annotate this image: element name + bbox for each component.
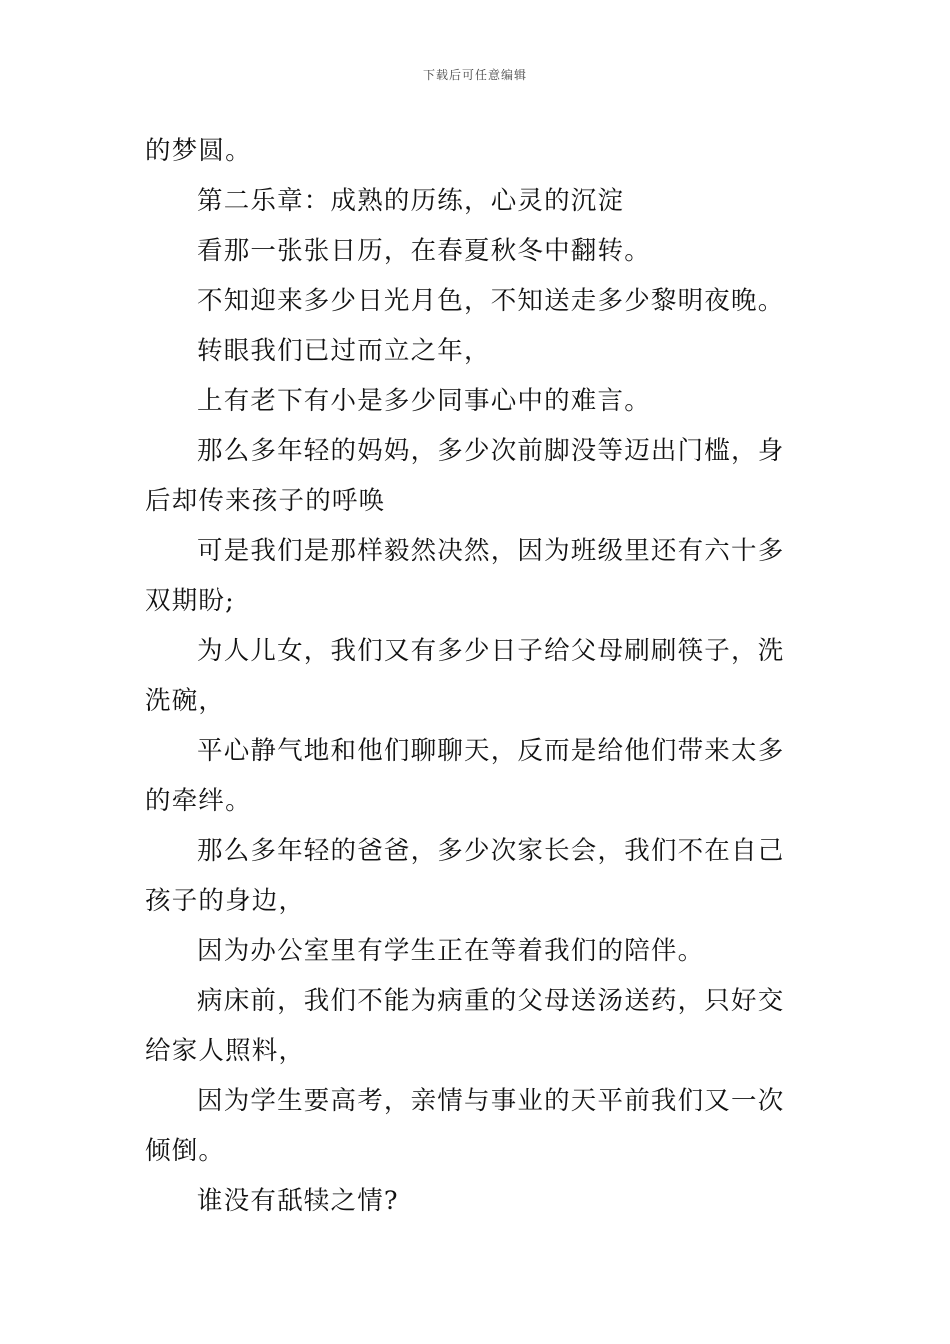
- paragraph-8: 可是我们是那样毅然决然，因为班级里还有六十多双期盼;: [145, 536, 785, 616]
- paragraph-15: 谁没有舐犊之情?: [197, 1186, 399, 1216]
- paragraph-2-heading: 第二乐章：成熟的历练，心灵的沉淀: [197, 186, 625, 216]
- paragraph-12: 因为办公室里有学生正在等着我们的陪伴。: [197, 936, 705, 966]
- paragraph-13: 病床前，我们不能为病重的父母送汤送药，只好交给家人照料，: [145, 986, 785, 1066]
- paragraph-7: 那么多年轻的妈妈，多少次前脚没等迈出门槛，身后却传来孩子的呼唤: [145, 436, 785, 516]
- paragraph-4: 不知迎来多少日光月色，不知送走多少黎明夜晚。: [197, 286, 785, 316]
- paragraph-1: 的梦圆。: [145, 136, 252, 166]
- paragraph-11: 那么多年轻的爸爸，多少次家长会，我们不在自己孩子的身边，: [145, 836, 785, 916]
- paragraph-10: 平心静气地和他们聊聊天，反而是给他们带来太多的牵绊。: [145, 736, 785, 816]
- paragraph-6: 上有老下有小是多少同事心中的难言。: [197, 386, 651, 416]
- paragraph-14: 因为学生要高考，亲情与事业的天平前我们又一次倾倒。: [145, 1086, 785, 1166]
- paragraph-5: 转眼我们已过而立之年，: [197, 336, 491, 366]
- paragraph-9: 为人儿女，我们又有多少日子给父母刷刷筷子，洗洗碗，: [145, 636, 785, 716]
- paragraph-3: 看那一张张日历，在春夏秋冬中翻转。: [197, 236, 651, 266]
- body-text: [145, 126, 810, 1226]
- page-header: 下载后可任意编辑: [422, 68, 527, 82]
